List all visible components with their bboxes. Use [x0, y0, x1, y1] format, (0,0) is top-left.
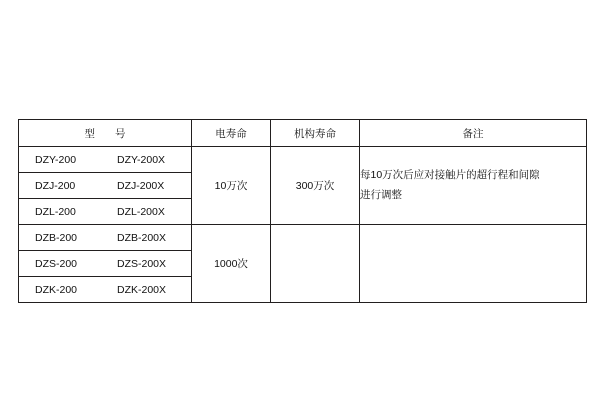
table-row — [19, 147, 587, 173]
model-cell — [19, 147, 192, 173]
model-code-variant: DZK-200X — [117, 283, 167, 296]
specification-table — [18, 119, 587, 303]
model-cell — [19, 173, 192, 199]
table-row — [19, 225, 587, 251]
header-cell-remark: 备注 — [360, 120, 587, 147]
model-code-variant: DZS-200X — [117, 257, 167, 270]
model-code-primary: DZK-200 — [35, 283, 78, 296]
remark-group-2 — [360, 225, 587, 303]
remark-line-1: 每10万次后应对接触片的超行程和间隙 — [360, 169, 540, 182]
table-header-row — [19, 120, 587, 147]
model-cell — [19, 199, 192, 225]
model-code-primary: DZJ-200 — [35, 179, 76, 192]
remark-line-2: 进行调整 — [360, 188, 402, 201]
model-code-variant: DZJ-200X — [117, 179, 165, 192]
header-cell-electrical-life: 电寿命 — [192, 120, 271, 147]
model-code-primary: DZY-200 — [35, 153, 77, 166]
header-cell-mechanical-life: 机构寿命 — [271, 120, 360, 147]
model-cell — [19, 225, 192, 251]
electrical-life-group-1: 10万次 — [192, 147, 271, 225]
model-cell — [19, 277, 192, 303]
mechanical-life-group-1: 300万次 — [271, 147, 360, 225]
model-code-variant: DZB-200X — [117, 231, 167, 244]
header-cell-model — [19, 120, 192, 147]
model-cell — [19, 251, 192, 277]
remark-group-1 — [360, 147, 587, 225]
model-code-primary: DZL-200 — [35, 205, 76, 218]
model-code-primary: DZS-200 — [35, 257, 78, 270]
model-code-variant: DZY-200X — [117, 153, 166, 166]
electrical-life-group-2: 1000次 — [192, 225, 271, 303]
model-code-primary: DZB-200 — [35, 231, 78, 244]
header-model-right: 号 — [115, 127, 126, 140]
model-code-variant: DZL-200X — [117, 205, 165, 218]
header-model-left: 型 — [84, 127, 95, 140]
mechanical-life-group-2 — [271, 225, 360, 303]
